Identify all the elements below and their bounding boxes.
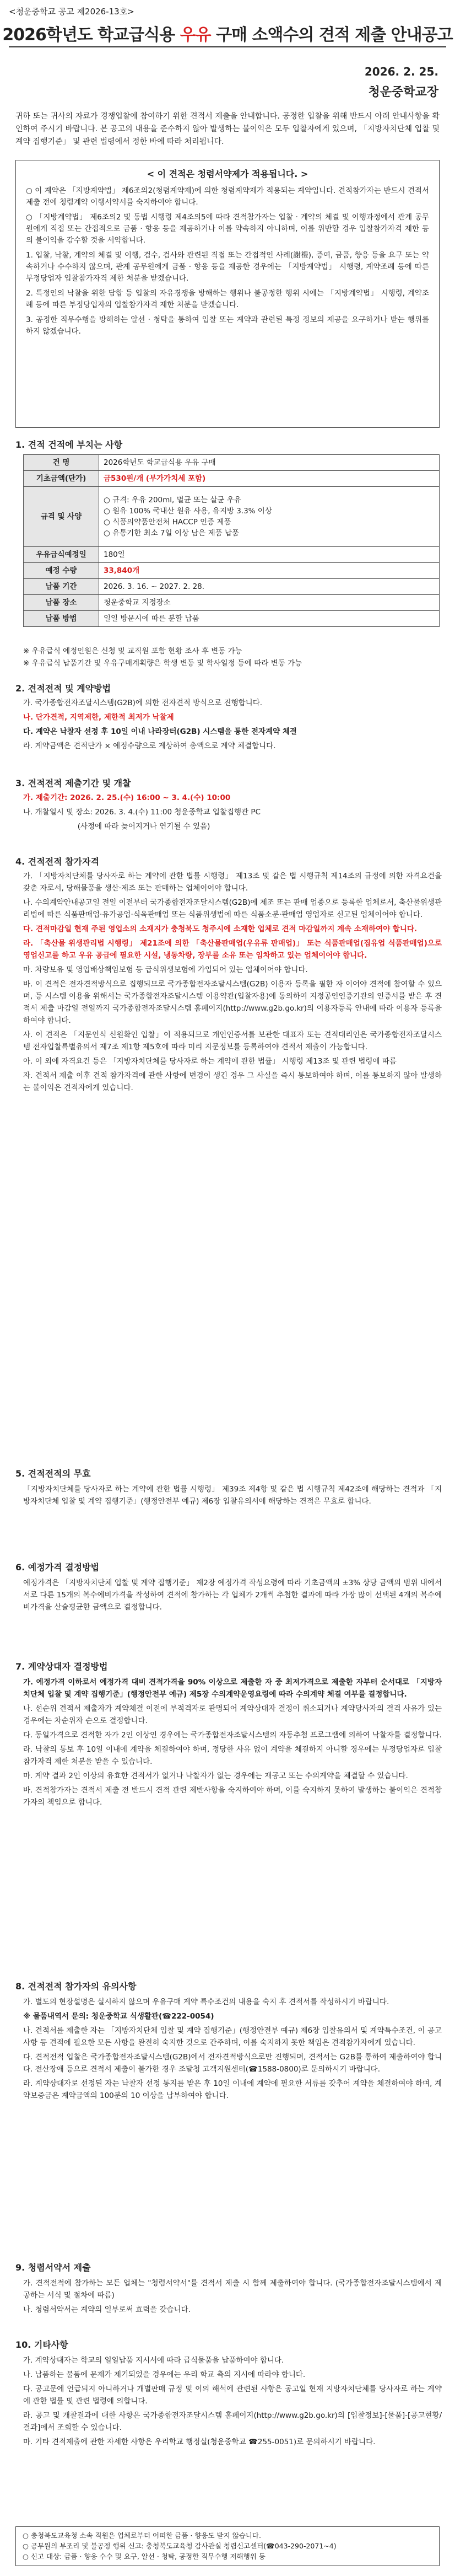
row-value: 180일 [99, 547, 440, 563]
section-line: ※ 물품내역서 문의: 청운중학교 식생활관(☎222-0054) [23, 2012, 214, 2021]
section-line: 나. 견적서를 제출한 자는 「지방자치단체 입찰 및 계약 집행기준」(행정안전부 예규) 제6장 입찰유의서 및 계약특수조건, 이 공고사항 등 견적에 필요한 모든 사항을 완전히 숙지한 것으로 간주하며, 이를 숙지하지 못한 책임은 견적참가자에게 있습니다. [23, 2026, 442, 2047]
section-para: 바. 이 견적은 전자견적방식으로 집행되므로 국가종합전자조달시스템(G2B) 이용자 등록을 필한 자 이어야 견적에 참여할 수 있으며, 등 시스템 이용을 위해서는 국가종합전자조달시스템 이용약관(입찰자용)에 동의하여 지정공인인증기관의 인증서를 받은 후 견적서 제출 마감일 전일까지 국가종합전자조달시스템 홈페이지(http://www.g2b.go.kr)의 이용자등록 안내에 따라 이용자 등록을 하여야 합니다. [23, 980, 442, 1025]
section-10-title: 10. 기타사항 [15, 2339, 68, 2350]
row-label: 건 명 [24, 455, 99, 471]
notice-number: <청운중학교 공고 제2026-13호> [9, 7, 134, 17]
row-label: 우유급식예정일 [24, 547, 99, 563]
table-row [24, 563, 440, 579]
section-10-body [23, 2354, 442, 2450]
section-para: 다. 동일가격으로 견적한 자가 2인 이상인 경우에는 국가종합전자조달시스템의 자동추첨 프로그램에 의하여 낙찰자를 결정합니다. [23, 1731, 442, 1740]
section-line: 나. 개찰일시 및 장소: 2026. 3. 4.(수) 11:00 청운중학교 입찰집행관 PC [23, 808, 261, 817]
row-label: 납품 방법 [24, 611, 99, 627]
section-para: 자. 견적서 제출 이후 견적 참가자격에 관한 사항에 변경이 생긴 경우 그 사실을 즉시 통보하여야 하며, 이를 통보하지 않아 발생하는 불이익은 견적자에게 있습니다. [23, 1071, 442, 1092]
section-9-title: 9. 청렴서약서 제출 [15, 2262, 91, 2273]
section-7-body [23, 1676, 442, 1811]
section-line: 다. 공고문에 언급되지 아니하거나 개별판매 규정 및 이의 해석에 관련된 사항은 공고일 현재 지방자치단체를 당사자로 하는 계약에 관한 법률 및 관련 법령에 의합니다. [23, 2385, 442, 2406]
row-label: 납품 장소 [24, 595, 99, 611]
section-para: 바. 견적참가자는 견적서 제출 전 반드시 견적 관련 제반사항을 숙지하여야 하며, 이를 숙지하지 못하여 발생하는 불이익은 견적참가자의 책임으로 합니다. [23, 1786, 442, 1807]
bid-info-table [23, 454, 440, 627]
table-row [24, 547, 440, 563]
title-post: 구매 소액수의 견적 제출 안내공고 [210, 25, 453, 45]
section-2-title: 2. 견적전적 및 계약방법 [15, 683, 111, 694]
section-line: 가. 계약상대자는 학교의 일일납품 지시서에 따라 급식물품을 납품하여야 합니다. [23, 2356, 284, 2365]
section-3-title: 3. 견적전적 제출기간 및 개찰 [15, 778, 131, 788]
table-row [24, 611, 440, 627]
section-2-body [23, 697, 442, 754]
row-value: 2026학년도 학교급식용 우유 구매 [99, 455, 440, 471]
section-line: 마. 기타 견적제출에 관한 자세한 사항은 우리학교 행정실(청운중학교 ☎255-0051)로 문의하시기 바랍니다. [23, 2438, 376, 2446]
integrity-item: 1. 입찰, 낙찰, 계약의 체결 및 이행, 검수, 검사와 관련된 직접 또는 간접적인 사례(謝禮), 증여, 금품, 향응 등을 요구 또는 약속하거나 수수하지 않으며, 관계 공무원에게 금품 · 향응 등을 제공한 경우에는 「지방계약법」 시행령, 계약조례 등에 따른 부정당업자 입찰참가자격 제한 처분을 받겠습니다. [26, 251, 429, 283]
section-para: 사. 이 견적은 「지문인식 신원확인 입찰」이 적용되므로 개인인증서를 보관한 대표자 또는 견적대리인은 국가종합전자조달시스템 전자입찰특별유의서 제7조 제1항 제5호에 따라 미리 지문정보를 등록하여야 견적서 제출이 가능합니다. [23, 1031, 442, 1051]
row-value: 2026. 3. 16. ~ 2027. 2. 28. [99, 579, 440, 595]
footbox-line: ○ 충청북도교육청 소속 직원은 업체로부터 어떠한 금품 · 향응도 받지 않습니다. [23, 2531, 261, 2540]
section-line: 가. 제출기간: 2026. 2. 25.(수) 16:00 ~ 3. 4.(수) 10:00 [23, 793, 231, 802]
section-line: 가. 별도의 현장설명은 실시하지 않으며 우유구매 계약 특수조건의 내용을 숙지 후 견적서를 작성하시기 바랍니다. [23, 1998, 389, 2006]
row-value: 일일 방문시에 따른 분할 납품 [99, 611, 440, 627]
footbox-line: ○ 공무원의 부조리 및 불공정 행위 신고: 충청북도교육청 감사관실 청렴신고센터(☎043-290-2071~4) [23, 2542, 337, 2550]
section-1-notes [23, 645, 442, 669]
section-line: 나. 단가견적, 지역제한, 제한적 최저가 낙찰제 [23, 713, 174, 722]
section-line: 라. 공고 및 개찰결과에 대한 사항은 국가종합전자조달시스템 홈페이지(http://www.g2b.go.kr)의 [입찰정보]-[물품]-[공고현황/결과]에서 조회할 수 있습니다. [23, 2411, 442, 2432]
note-line: ※ 우유급식 예정인원은 신청 및 교직원 포함 현황 조사 후 변동 가능 [23, 647, 242, 656]
school-name: 청운중학교장 [368, 85, 438, 99]
integrity-item: ○ 「지방계약법」 제6조의2 및 동법 시행령 제4조의5에 따라 견적참가자는 입찰 · 계약의 체결 및 이행과정에서 관계 공무원에게 직접 또는 간접적으로 금품 · 향응 등을 제공하거나 이를 약속하지 아니하며, 이를 위반할 경우 입찰참가자격 제한 등의 불이익을 감수할 것을 서약합니다. [26, 213, 429, 245]
section-line: 다. 견적전적 입찰은 국가종합전자조달시스템(G2B)에서 전자견적방식으로만 진행되며, 견적서는 G2B를 통하여 제출하여야 합니다. 전산장애 등으로 견적서 제출이 불가한 경우 조달청 고객지원센터(☎1588-0800)로 문의하시기 바랍니다. [23, 2053, 442, 2074]
anti-corruption-box [15, 2526, 440, 2566]
integrity-item: 3. 공정한 직무수행을 방해하는 알선 · 청탁을 통하여 입찰 또는 계약과 관련된 특정 정보의 제공을 요구하거나 받는 행위를 하지 않겠습니다. [26, 315, 429, 336]
table-row [24, 595, 440, 611]
section-para: 다. 견적마감일 현재 주된 영업소의 소재지가 충청북도 청주시에 소재한 업체로 견적 마감일까지 계속 소재하여야 합니다. [23, 925, 418, 933]
table-row [24, 455, 440, 471]
title-pre: 2026학년도 학교급식용 [2, 25, 180, 45]
integrity-box [15, 160, 440, 428]
section-line: 다. 계약은 낙찰자 선정 후 10일 이내 나라장터(G2B) 시스템을 통한 전자계약 체결 [23, 727, 297, 736]
row-value: 청운중학교 지정장소 [99, 595, 440, 611]
row-value: 33,840개 [99, 563, 440, 579]
row-label: 규격 및 사양 [24, 487, 99, 547]
row-value: ○ 규격: 우유 200ml, 멸균 또는 살균 우유 ○ 원유 100% 국내산 원유 사용, 유지방 3.3% 이상 ○ 식품의약품안전처 HACCP 인증 제품 ○ 유통기한 최소 7일 이상 남은 제품 납품 [99, 487, 440, 547]
section-para: 가. 예정가격 이하로서 예정가격 대비 견적가격을 90% 이상으로 제출한 자 중 최저가격으로 제출한 자부터 순서대로 「지방자치단체 입찰 및 계약 집행기준」(행정안전부 예규) 제5장 수의계약운영요령에 따라 수의계약 체결 여부를 결정합니다. [23, 1678, 442, 1699]
notice-date: 2026. 2. 25. [364, 65, 438, 78]
section-line: 가. 국가종합전자조달시스템(G2B)에 의한 전자견적 방식으로 진행합니다. [23, 699, 263, 707]
table-row [24, 487, 440, 547]
section-6-body: 예정가격은 「지방자치단체 입찰 및 계약 집행기준」 제2장 예정가격 작성요령에 따라 기초금액의 ±3% 상당 금액의 범위 내에서 서로 다른 15개의 복수예비가격을 작성하여 견적에 참가하는 각 업체가 2개씩 추첨한 결과에 따라 가장 많이 선택된 4개의 복수예비가격을 산술평균한 금액으로 결정합니다. [23, 1579, 442, 1612]
section-para: 라. 「축산물 위생관리법 시행령」 제21조에 의한 「축산물판매업(우유류 판매업)」 또는 식품판매업(집유업 식품판매업)으로 영업신고를 하고 우유 공급에 필요한 시설, 냉동차량, 장부를 소유 또는 임차하고 있는 업체이어야 합니다. [23, 939, 442, 960]
section-line: 라. 계약금액은 견적단가 × 예정수량으로 계상하여 총액으로 계약 체결합니다. [23, 742, 276, 750]
section-3-body [23, 792, 442, 835]
section-line: 라. 계약상대자로 선정된 자는 낙찰자 선정 통지를 받은 후 10일 이내에 계약에 필요한 서류를 갖추어 계약을 체결하여야 하며, 계약보증금은 계약금액의 100분의 10 이상을 납부하여야 합니다. [23, 2079, 442, 2100]
section-para: 마. 계약 결과 2인 이상의 유효한 견적서가 없거나 낙찰자가 없는 경우에는 재공고 또는 수의계약을 체결할 수 있습니다. [23, 1772, 408, 1780]
section-5-title: 5. 견적전적의 무효 [15, 1468, 91, 1479]
integrity-item: ○ 이 계약은 「지방계약법」 제6조의2(청렴계약제)에 의한 청렴계약제가 적용되는 계약입니다. 견적참가자는 반드시 견적서 제출 전에 청렴계약 이행서약서를 숙지하여야 합니다. [26, 186, 429, 207]
section-8-body [23, 1996, 442, 2104]
section-1-title: 1. 견적 건적에 부치는 사항 [15, 439, 123, 450]
row-value: 금530원/개 (부가가치세 포함) [99, 471, 440, 487]
page-title [0, 21, 455, 45]
section-4-title: 4. 견적전적 참가자격 [15, 856, 99, 867]
row-label: 예정 수량 [24, 563, 99, 579]
title-divider [9, 46, 446, 47]
section-6-title: 6. 예정가격 결정방법 [15, 1562, 99, 1573]
note-line: ※ 우유급식 납품기간 및 우유구매계획량은 학생 변동 및 학사일정 등에 따라 변동 가능 [23, 659, 302, 668]
table-row [24, 471, 440, 487]
section-7-title: 7. 계약상대자 결정방법 [15, 1661, 108, 1672]
title-highlight: 우유 [180, 25, 211, 45]
section-line: 나. 납품하는 물품에 문제가 제기되었을 경우에는 우리 학교 측의 지시에 따라야 합니다. [23, 2370, 306, 2379]
section-5-body: 「지방자치단체를 당사자로 하는 계약에 관한 법률 시행령」 제39조 제4항 및 같은 법 시행규칙 제42조에 해당하는 견적과 「지방자치단체 입찰 및 계약 집행기준」(행정안전부 예규) 제6장 입찰유의서에 해당하는 견적은 무효로 합니다. [23, 1485, 442, 1506]
row-label: 납품 기간 [24, 579, 99, 595]
section-para: 가. 「지방자치단체를 당사자로 하는 계약에 관한 법률 시행령」 제13조 및 같은 법 시행규칙 제14조의 규정에 의한 자격요건을 갖춘 자로서, 당해물품을 생산·제조 또는 판매하는 업체이어야 합니다. [23, 872, 442, 893]
footbox-line: ○ 신고 대상: 금품 · 향응 수수 및 요구, 알선 · 청탁, 공정한 직무수행 저해행위 등 [23, 2552, 266, 2561]
intro-text: 귀하 또는 귀사의 자료가 경쟁입찰에 참여하기 위한 견적서 제출을 안내합니다. 공정한 입찰을 위해 반드시 아래 안내사항을 확인하여 주시기 바랍니다. 본 공고의 내용을 준수하지 않아 발생하는 불이익은 모두 입찰자에게 있으며, 「지방자치단체 입찰 및 계약 집행기준」 및 관련 법령에서 정한 바에 따라 처리됩니다. [15, 112, 440, 146]
integrity-box-title: < 이 견적은 청렴서약제가 적용됩니다. > [147, 169, 308, 179]
section-9-body [23, 2277, 442, 2318]
section-line: 나. 청렴서약서는 계약의 일부로써 효력을 갖습니다. [23, 2305, 191, 2314]
section-para: 나. 선순위 견적서 제출자가 계약체결 이전에 부적격자로 판명되어 계약상대자 결정이 취소되거나 계약당사자의 결격 사유가 있는 경우에는 차순위자 순으로 결정합니다. [23, 1704, 442, 1725]
section-line: (사정에 따라 늦어지거나 연기될 수 있음) [23, 822, 210, 831]
section-8-title: 8. 견적전적 참가자의 유의사항 [15, 1981, 137, 1992]
integrity-item: 2. 특정인의 낙찰을 위한 담합 등 입찰의 자유경쟁을 방해하는 행위나 불공정한 행위 시에는 「지방계약법」 시행령, 계약조례 등에 따른 부정당업자의 입찰참가자격 제한 처분을 받겠습니다. [26, 289, 429, 309]
table-row [24, 579, 440, 595]
section-4-body [23, 870, 442, 1096]
section-line: 가. 견적전적에 참가하는 모든 업체는 "청렴서약서"를 견적서 제출 시 함께 제출하여야 합니다. (국가종합전자조달시스템에서 제공하는 서식 및 절차에 따름) [23, 2279, 442, 2300]
section-para: 라. 낙찰의 통보 후 10일 이내에 계약을 체결하여야 하며, 정당한 사유 없이 계약을 체결하지 아니할 경우에는 부정당업자로 입찰참가자격 제한 처분을 받을 수 있습니다. [23, 1745, 442, 1766]
section-para: 아. 이 외에 자격요건 등은 「지방자치단체를 당사자로 하는 계약에 관한 법률」 시행령 제13조 및 관련 법령에 따름 [23, 1057, 397, 1066]
section-para: 마. 차량보유 및 영업배상책임보험 등 급식위생보험에 가입되어 있는 업체이어야 합니다. [23, 965, 308, 974]
section-para: 나. 수의계약안내공고일 전일 이전부터 국가종합전자조달시스템(G2B)에 제조 또는 판매 업종으로 등록한 업체로서, 축산물위생관리법에 따른 식품판매업·유가공업·식육판매업 또는 식품위생법에 따른 식품소분·판매업 영업자로 신고된 업체이어야 합니다. [23, 898, 442, 919]
row-label: 기초금액(단가) [24, 471, 99, 487]
